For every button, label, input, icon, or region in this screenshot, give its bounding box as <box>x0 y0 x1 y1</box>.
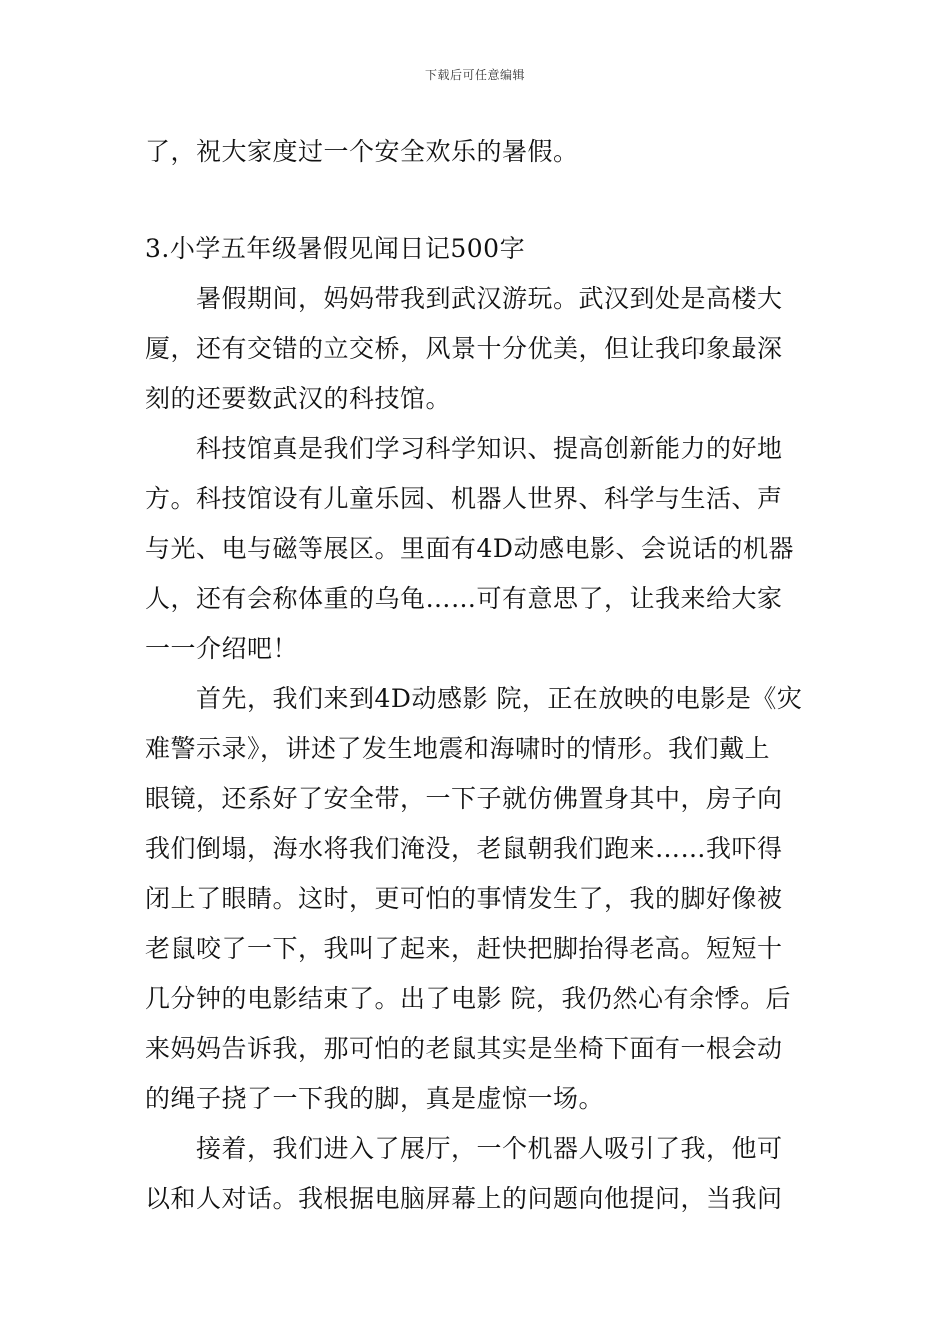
text-line: 方。科技馆设有儿童乐园、机器人世界、科学与生活、声 <box>145 484 783 513</box>
text-line: 眼镜，还系好了安全带，一下子就仿佛置身其中，房子向 <box>145 784 783 813</box>
text-line: 厦，还有交错的立交桥，风景十分优美，但让我印象最深 <box>145 334 783 363</box>
text-line: 科技馆真是我们学习科学知识、提高创新能力的好地 <box>145 434 783 463</box>
text-line: 一一介绍吧！ <box>145 634 299 663</box>
text-line: 与光、电与磁等展区。里面有4D动感电影、会说话的机器 <box>145 534 794 563</box>
text-line: 首先，我们来到4D动感影 院，正在放映的电影是《灾 <box>145 684 803 713</box>
text-line: 刻的还要数武汉的科技馆。 <box>145 384 452 413</box>
text-line: 暑假期间，妈妈带我到武汉游玩。武汉到处是高楼大 <box>145 284 783 313</box>
text-line: 几分钟的电影结束了。出了电影 院，我仍然心有余悸。后 <box>145 984 791 1013</box>
header-note: 下载后可任意编辑 <box>424 68 525 82</box>
text-line: 我们倒塌，海水将我们淹没，老鼠朝我们跑来……我吓得 <box>145 834 783 863</box>
text-line: 人，还有会称体重的乌龟……可有意思了，让我来给大家 <box>145 584 783 613</box>
text-line: 接着，我们进入了展厅，一个机器人吸引了我，他可 <box>145 1134 783 1163</box>
text-line: 来妈妈告诉我，那可怕的老鼠其实是坐椅下面有一根会动 <box>145 1034 783 1063</box>
text-line: 老鼠咬了一下，我叫了起来，赶快把脚抬得老高。短短十 <box>145 934 783 963</box>
section-heading: 3.小学五年级暑假见闻日记500字 <box>145 234 526 263</box>
text-line: 的绳子挠了一下我的脚，真是虚惊一场。 <box>145 1084 605 1113</box>
text-line: 以和人对话。我根据电脑屏幕上的问题向他提问，当我问 <box>145 1184 783 1213</box>
text-line: 了，祝大家度过一个安全欢乐的暑假。 <box>145 137 579 166</box>
text-line: 闭上了眼睛。这时，更可怕的事情发生了，我的脚好像被 <box>145 884 783 913</box>
text-line: 难警示录》，讲述了发生地震和海啸时的情形。我们戴上 <box>145 734 771 763</box>
